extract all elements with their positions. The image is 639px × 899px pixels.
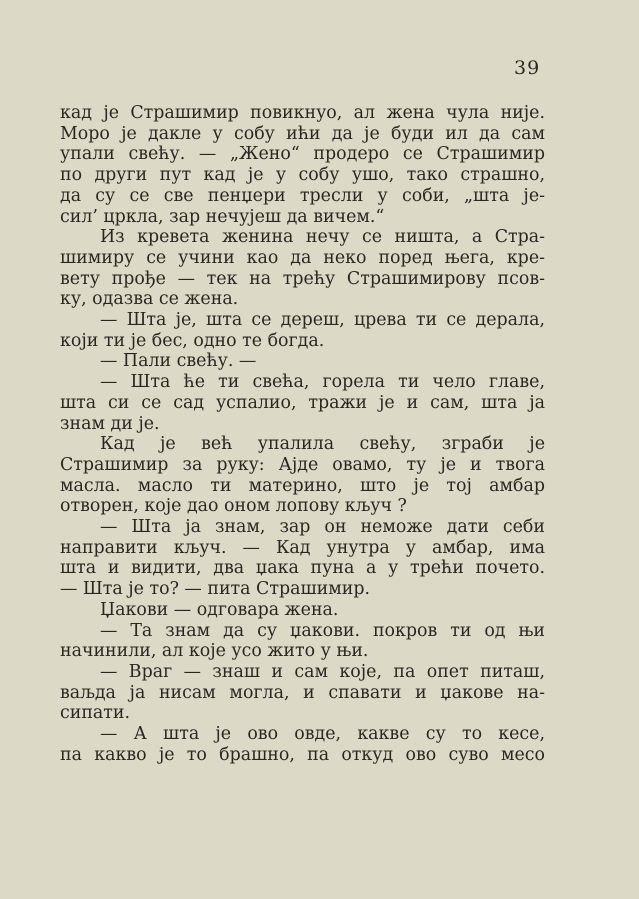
text-line: упали свећу. — „Жено“ продеро се Страшимир [60,144,545,165]
text-line: — Враг — знаш и сам које, па опет питаш, [100,661,545,682]
text-line: — Та знам да су џакови. покров ти од њи [100,620,545,641]
text-line: — Пали свећу. — [100,351,257,372]
text-line: знам ди је. [60,413,160,434]
text-line: Џакови — одговара жена. [100,599,339,620]
text-line: шта и видити, два џака пуна а у трећи почето. [60,558,545,579]
text-line: сипати. [60,703,131,724]
text-line: да су се све пенџери тресли у соби, „шта је- [60,185,545,206]
text-line: начинили, ал које усо жито у њи. [60,641,369,662]
text-line: направити кључ. — Кад унутра у амбар, има [60,537,545,558]
text-line: Из кревета женина нечу се ништа, а Стра- [100,227,545,248]
text-line: по други пут кад је у собу ушо, тако страшно, [60,165,545,186]
text-line: па какво је то брашно, па откуд ово суво месо [60,744,545,765]
text-line: сил’ цркла, зар нечујеш да вичем.“ [60,206,385,227]
text-line: ваљда ја нисам могла, и спавати и џакове на- [60,682,545,703]
body-text [60,103,545,766]
text-line: ку, одазва се жена. [60,289,239,310]
text-line: — Шта је то? — пита Страшимир. [60,579,371,600]
text-line: шта си се сад успалио, тражи је и сам, шта ја [60,392,545,413]
text-line: масла. масло ти материно, што је тој амбар [60,475,545,496]
text-line: — А шта је ово овде, какве су то кесе, [100,724,545,745]
text-line: Страшимир за руку: Ајде овамо, ту је и твога [60,454,545,475]
text-line: вету прође — тек на трећу Страшимирову псов- [60,268,545,289]
text-line: кад је Страшимир повикнуо, ал жена чула није. [60,103,545,123]
text-line: шимиру се учини као да неко поред њега, кре- [60,247,545,268]
text-line: — Шта ће ти свећа, горела ти чело главе, [100,372,545,393]
text-line: отворен, које дао оном лопову кључ ? [60,496,407,517]
text-line: — Шта ја знам, зар он неможе дати себи [100,517,545,538]
text-line: Кад је већ упалила свећу, зграби је [100,434,545,455]
text-line: Моро је дакле у собу ићи да је буди ил да сам [60,123,545,144]
text-line: који ти је бес, одно те богда. [60,330,325,351]
text-line: — Шта је, шта се дереш, црева ти се дерала, [100,310,545,331]
page-number: 39 [514,57,541,79]
